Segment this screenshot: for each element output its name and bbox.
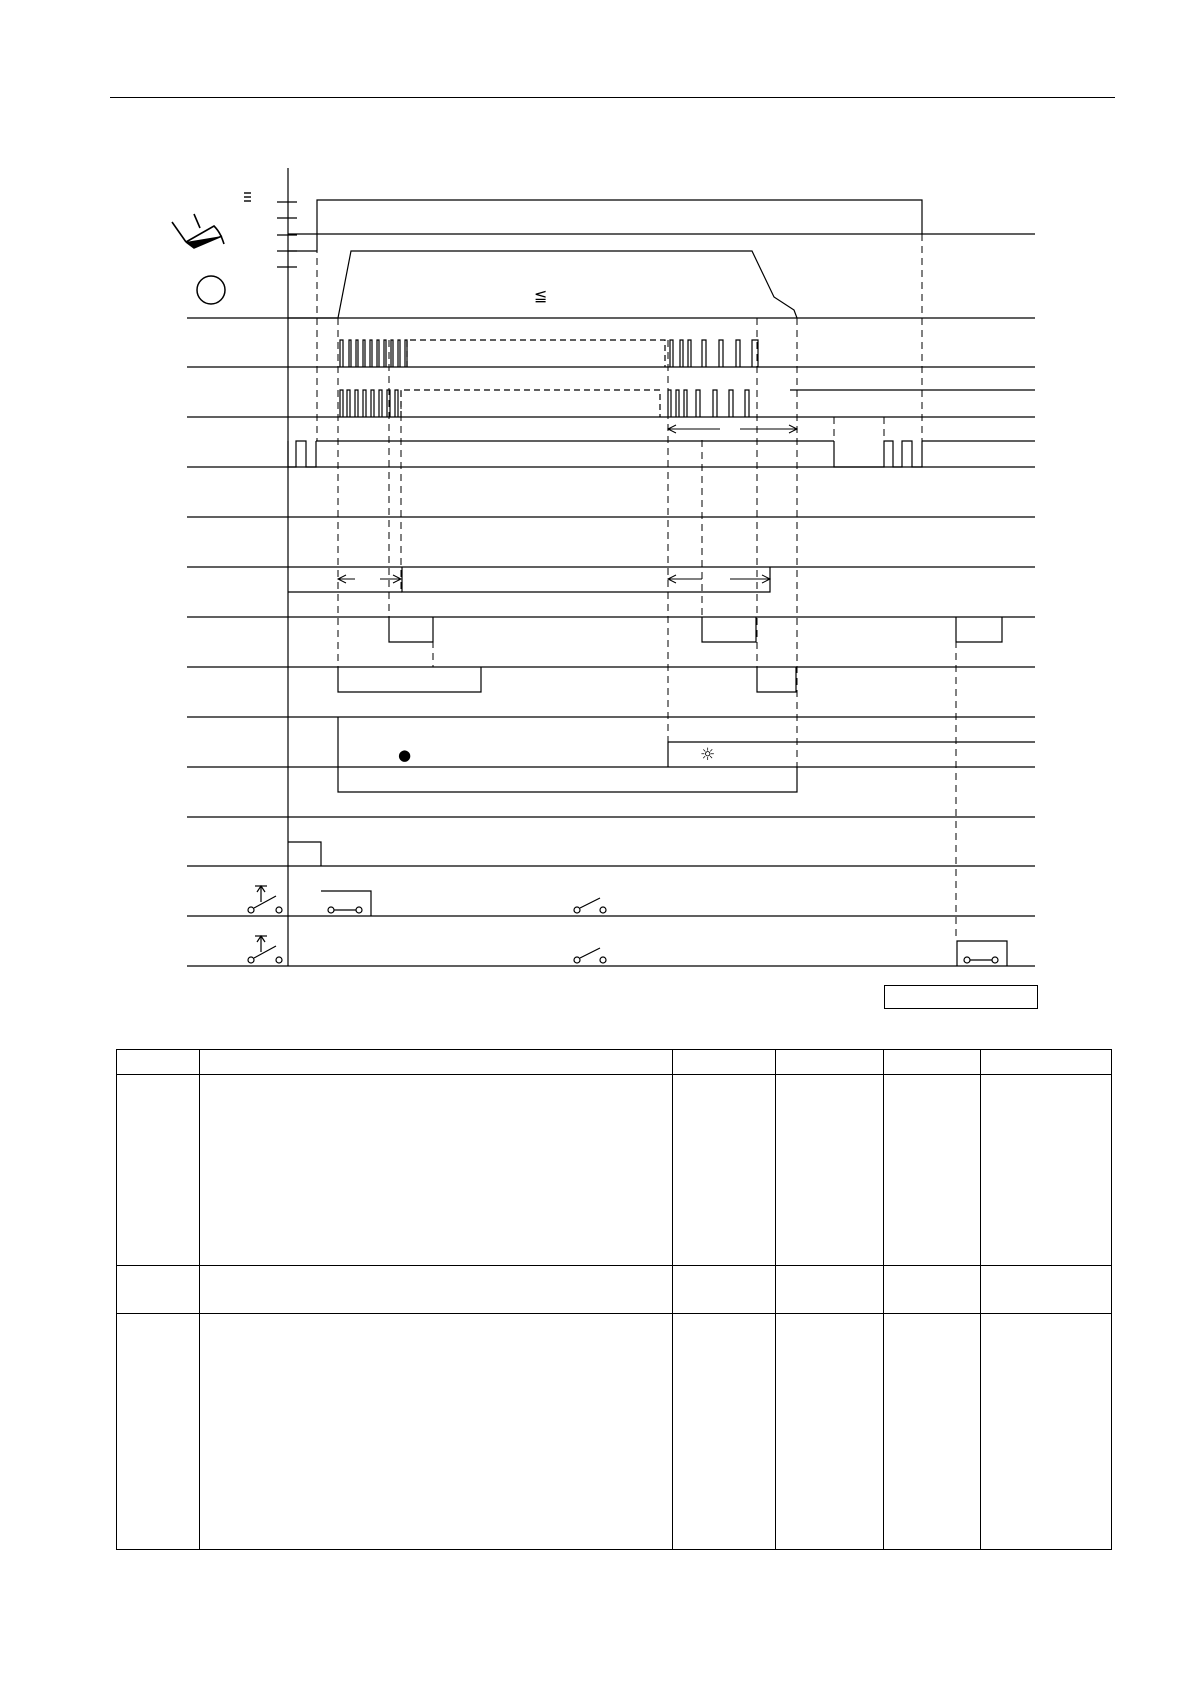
table-header-row [117,1050,1112,1075]
switch-open-icon [248,886,282,913]
signal-pulse-train-a-dashed [407,340,665,367]
table-cell [776,1075,884,1266]
signal-pulse-train-a [340,340,758,367]
table-cell [200,1313,673,1549]
top-marker-icon [244,193,251,201]
table-cell [117,1075,200,1266]
table-row [117,1075,1112,1266]
circle-indicator-icon [197,276,225,304]
brake-indicator: ● [398,746,412,764]
switch-open-icon [574,948,606,963]
table-cell [673,1075,776,1266]
table-cell [776,1313,884,1549]
table-cell [673,1266,776,1313]
table-cell [981,1313,1112,1549]
le-sign: ≦ [534,286,548,305]
table-header-cell [776,1050,884,1075]
table-cell [981,1266,1112,1313]
switch-open-icon [574,898,606,913]
signal-row5 [288,441,1035,467]
table-cell [673,1313,776,1549]
switch-closed-icon [328,907,362,913]
signal-row12 [338,767,797,792]
lamp-indicator: ☼ [700,745,716,765]
table-cell [884,1075,981,1266]
table-cell [117,1313,200,1549]
signal-row13 [288,842,321,866]
table-header-cell [981,1050,1112,1075]
signal-pulse-train-b-dashed [401,390,660,417]
table-cell [981,1075,1112,1266]
row-separators [187,234,1035,966]
switch-open-icon [248,936,282,963]
pedal-icon [172,214,224,248]
table-cell [200,1266,673,1313]
table-cell [884,1266,981,1313]
table-row [117,1313,1112,1549]
reference-table [116,1049,1112,1550]
dashed-guides [317,234,1002,941]
table-header-cell [200,1050,673,1075]
signal-speed [288,251,797,318]
switch-closed-icon [964,957,998,963]
signal-row9 [389,617,433,642]
table-header-cell [673,1050,776,1075]
table-cell [776,1266,884,1313]
table-cell [117,1266,200,1313]
legend-box [884,985,1038,1009]
signal-main-switch [288,200,922,251]
table-cell [200,1075,673,1266]
table-header-cell [884,1050,981,1075]
signal-row10 [338,667,481,692]
table-header-cell [117,1050,200,1075]
table-row [117,1266,1112,1313]
interval-arrows [338,425,797,583]
table-cell [884,1313,981,1549]
